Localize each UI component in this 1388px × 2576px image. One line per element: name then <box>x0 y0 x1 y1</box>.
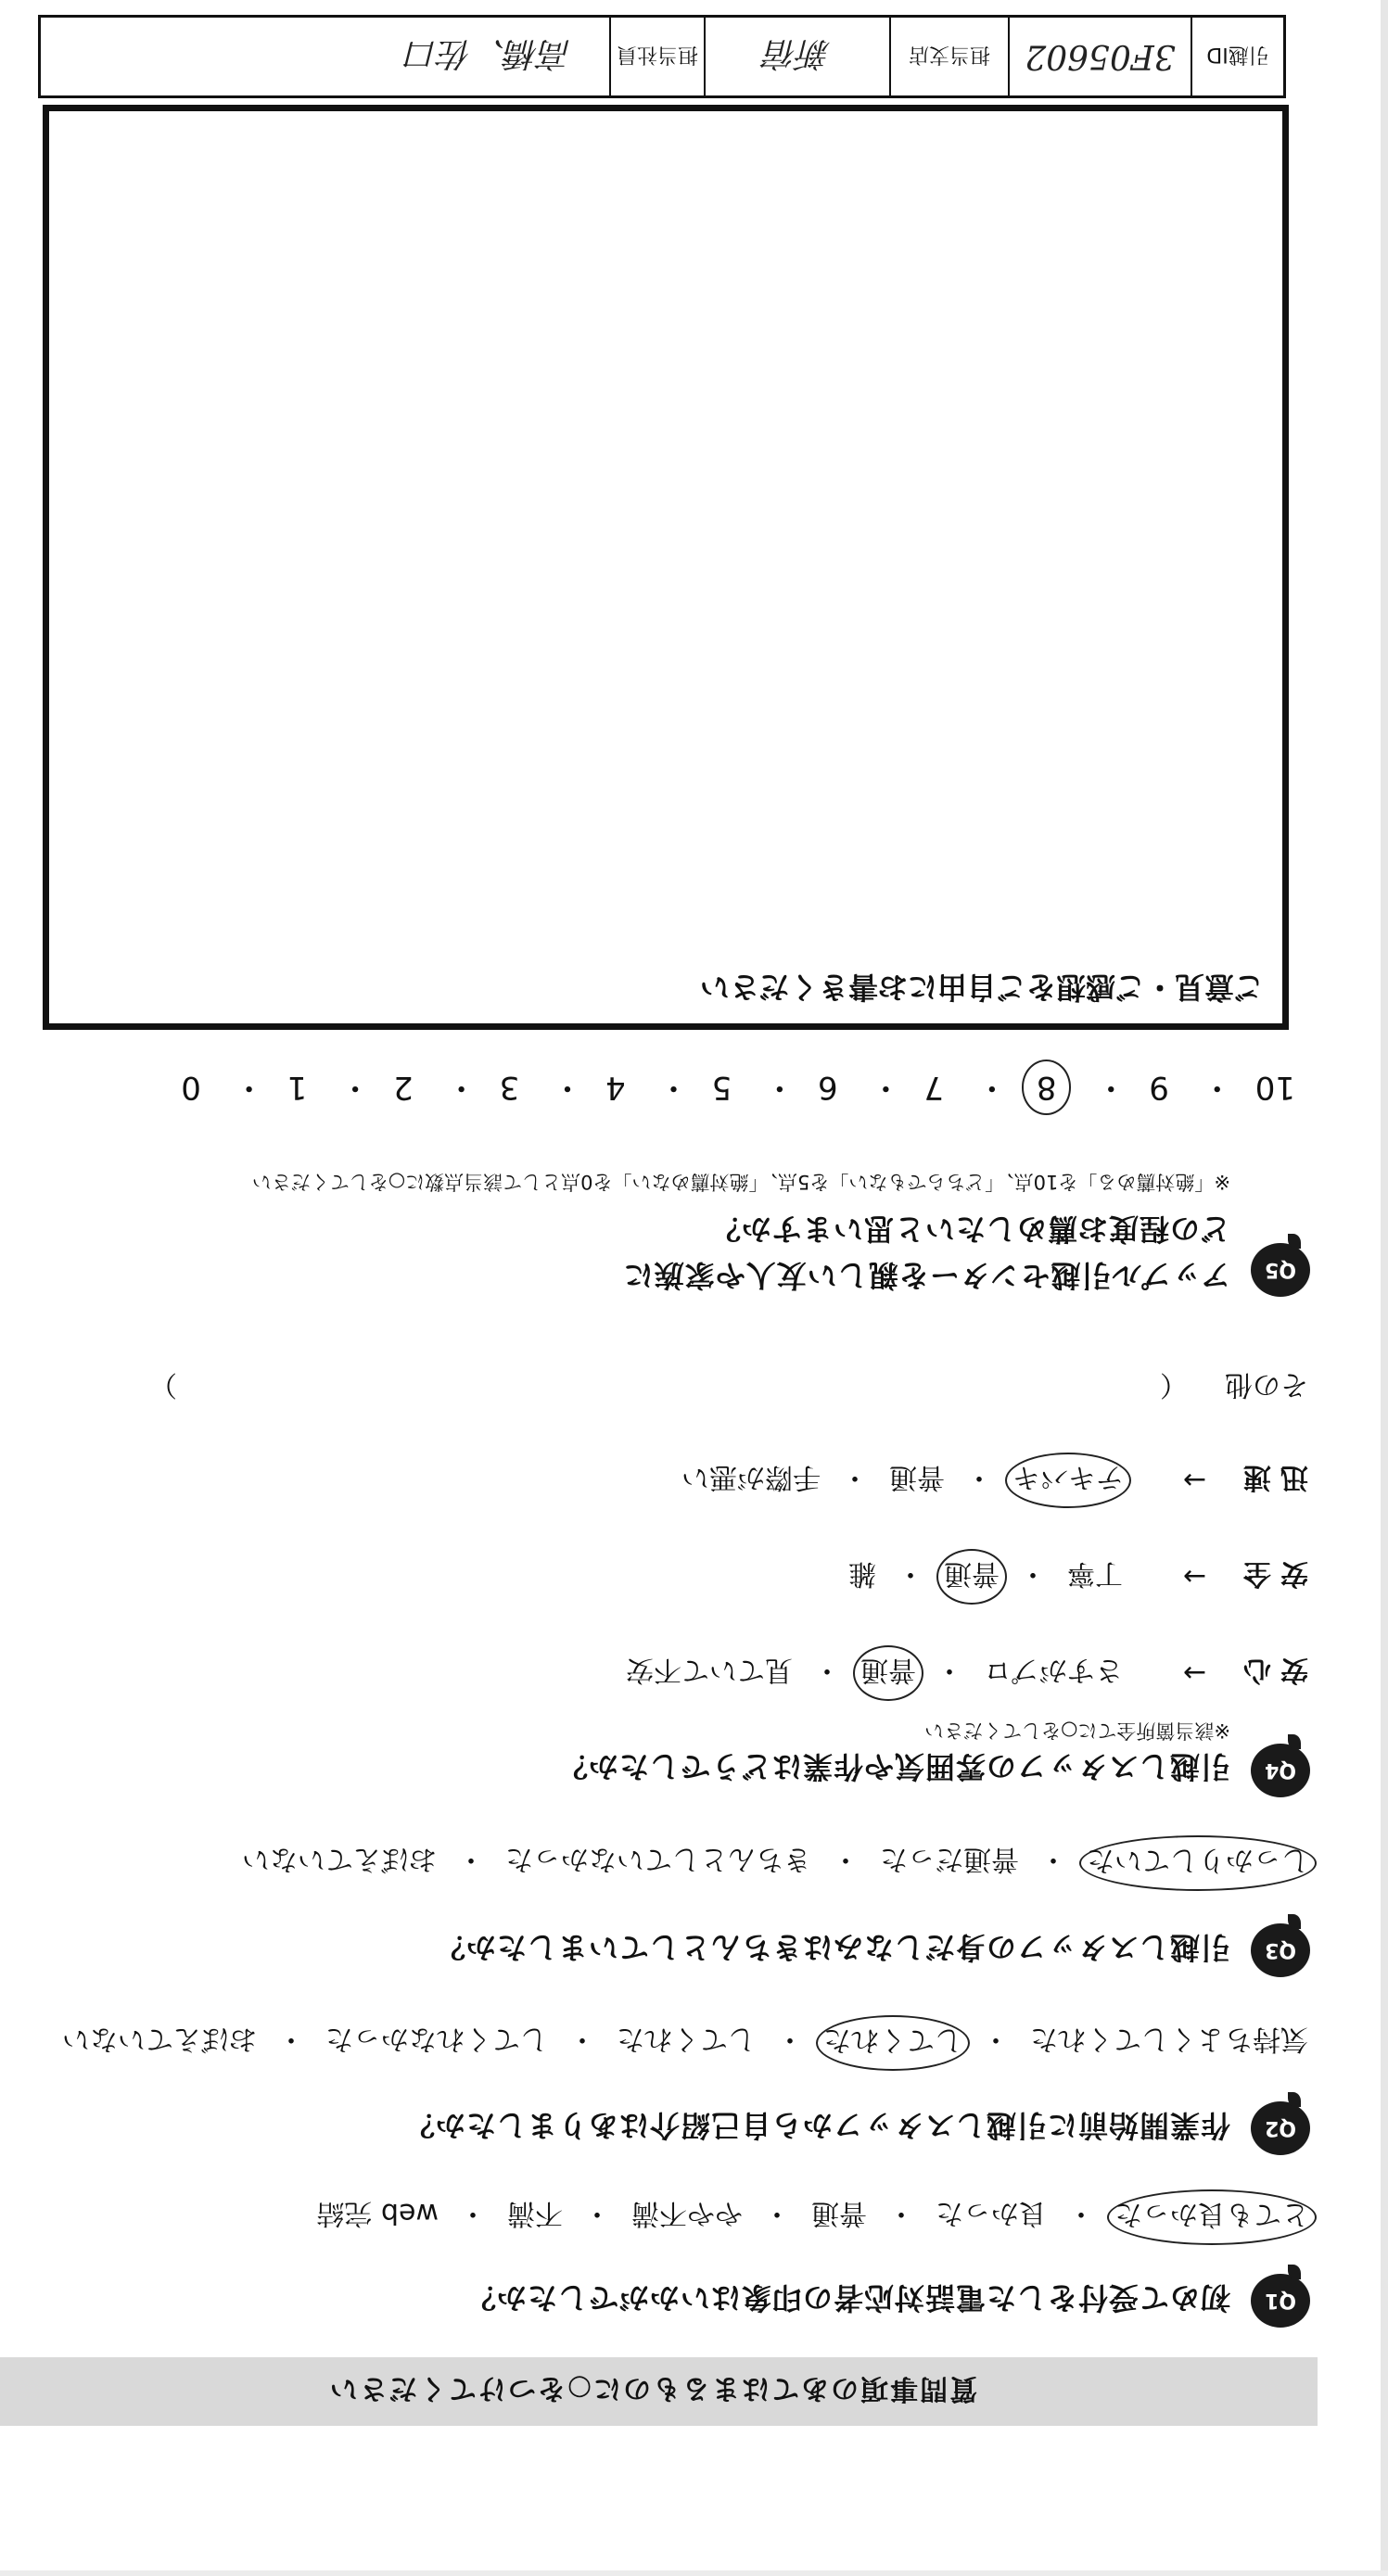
q1-badge: Q1 <box>1251 2274 1310 2328</box>
q5-scale-value[interactable]: 10 <box>1254 1069 1295 1106</box>
q4-option-selected[interactable]: 普通 <box>936 1549 1007 1605</box>
q1-title: 初めて受付をした電話対応者の印象はいかがでしたか？ <box>465 2280 1230 2316</box>
q5-note: ※「絶対薦める」を10点、「どちらでもない」を5点、「絶対薦めない」を0点として該当点数に○をしてください <box>251 1171 1230 1193</box>
q4-option[interactable]: 手際が悪い <box>681 1461 821 1493</box>
arrow-right-icon: → <box>1182 1656 1206 1690</box>
q4-option[interactable]: 丁寧 <box>1067 1557 1123 1590</box>
q5-scale-value[interactable]: 3 <box>499 1069 520 1106</box>
q3-option[interactable]: 普通だった <box>880 1843 1019 1875</box>
q2-option[interactable]: 気持ちよくしてくれた <box>1030 2023 1308 2055</box>
q4-badge: Q4 <box>1251 1744 1310 1797</box>
scan-edge-right <box>1381 0 1388 2576</box>
q3-badge: Q3 <box>1251 1923 1310 1977</box>
branch-value: 新宿 <box>704 18 889 95</box>
q5-badge: Q5 <box>1251 1243 1310 1297</box>
q1-option[interactable]: 普通 <box>811 2197 867 2229</box>
q4-row-label: 安心 <box>1234 1654 1308 1686</box>
q3-option-selected[interactable]: しっかりしていた <box>1079 1835 1317 1891</box>
q2-options: 気持ちよくしてくれた ・ してくれた ・ してくれた ・ してくれなかった ・ おぼえていない <box>62 2022 1308 2062</box>
q4-note: ※該当箇所全てに○をしてください <box>924 1719 1230 1742</box>
q2-option[interactable]: おぼえていない <box>62 2023 257 2055</box>
q5-scale-value[interactable]: 7 <box>923 1069 945 1106</box>
arrow-right-icon: → <box>1182 1464 1206 1497</box>
q4-option[interactable]: 普通 <box>889 1461 945 1493</box>
staff-value: 高橋、佐口 <box>404 34 572 73</box>
staff-label: 担当社員 <box>609 18 704 95</box>
q5-scale-value[interactable]: 9 <box>1149 1069 1169 1106</box>
q2-option[interactable]: してくれた <box>617 2023 756 2055</box>
q4-option[interactable]: 雑 <box>848 1557 876 1590</box>
move-id-label: 引越ID <box>1191 18 1283 95</box>
q4-other-row <box>75 1367 1308 1408</box>
q3-option[interactable]: おぼえていない <box>242 1843 437 1875</box>
q4-row-jinsoku: 迅速 → テキパキ ・ 普通 ・ 手際が悪い <box>681 1460 1308 1501</box>
q4-row-anshin: 安心 → さすがプロ ・ 普通 ・ 見ていて不安 <box>626 1653 1308 1694</box>
q4-other-open: （ <box>1160 1368 1188 1401</box>
q4-option-selected[interactable]: 普通 <box>853 1645 923 1701</box>
q1-option[interactable]: やや不満 <box>631 2197 743 2229</box>
q2-option[interactable]: してくれなかった <box>325 2023 548 2055</box>
comment-label: ご意見・ご感想をご自由にお書きください <box>699 970 1264 1005</box>
q2-title: 作業開始前に引越しスタッフから自己紹介はありましたか？ <box>403 2108 1230 2143</box>
q2-badge: Q2 <box>1251 2101 1310 2155</box>
q5-scale-value[interactable]: 2 <box>393 1069 414 1106</box>
q3-title: 引越しスタッフの身だしなみはきちんとしていましたか？ <box>434 1930 1230 1965</box>
q4-row-anzen: 安全 → 丁寧 ・ 普通 ・ 雑 <box>848 1556 1308 1597</box>
q4-row-label: 迅速 <box>1234 1461 1308 1493</box>
q4-option-selected[interactable]: テキパキ <box>1005 1453 1131 1508</box>
q4-other-label: その他 <box>1225 1368 1308 1401</box>
header-table <box>38 15 1286 98</box>
q4-row-label: 安全 <box>1234 1557 1308 1590</box>
q5-title-line2: どの程度お薦めしたいと思いますか？ <box>709 1212 1230 1247</box>
q4-other-close: ） <box>149 1368 177 1401</box>
q5-scale-value[interactable]: 6 <box>817 1069 838 1106</box>
q5-scale-value[interactable]: 0 <box>181 1069 201 1106</box>
q4-option[interactable]: 見ていて不安 <box>626 1654 793 1686</box>
q4-option[interactable]: さすがプロ <box>984 1654 1123 1686</box>
q5-title-line1: アップル引越センターを親しい友人や家族に <box>622 1258 1230 1293</box>
q5-scale-value[interactable]: 5 <box>711 1069 732 1106</box>
q5-scale-value[interactable]: 4 <box>605 1069 626 1106</box>
q3-option[interactable]: きちんとしていなかった <box>505 1843 811 1875</box>
q1-option-selected[interactable]: とても良かった <box>1107 2189 1317 2245</box>
arrow-right-icon: → <box>1182 1560 1206 1593</box>
comment-box[interactable] <box>43 105 1289 1030</box>
q1-option[interactable]: 不満 <box>507 2197 563 2229</box>
instruction-banner: 質問事項のあてはまるものに○をつけてください <box>0 2357 1318 2426</box>
q5-scale-selected[interactable]: 8 <box>1022 1060 1072 1115</box>
scan-edge-bottom <box>0 2570 1388 2576</box>
q1-options: とても良かった ・ 良かった ・ 普通 ・ やや不満 ・ 不満 ・ web 完結 <box>316 2196 1308 2237</box>
move-id-value: 3F05602 <box>1008 18 1191 95</box>
q4-title: 引越しスタッフの雰囲気や作業はどうでしたか？ <box>556 1749 1230 1784</box>
q3-options: しっかりしていた ・ 普通だった ・ きちんとしていなかった ・ おぼえていない <box>242 1842 1308 1883</box>
q1-option[interactable]: 良かった <box>936 2197 1047 2229</box>
branch-label: 担当支店 <box>889 18 1008 95</box>
q2-option-selected[interactable]: してくれた <box>816 2015 970 2071</box>
q5-scale-value[interactable]: 1 <box>287 1069 308 1106</box>
q5-scale: 10・ 9・ 8・ 7・ 6・ 5・ 4・ 3・ 2・ 1・ 0 <box>181 1068 1295 1113</box>
q1-option[interactable]: web 完結 <box>316 2197 439 2229</box>
